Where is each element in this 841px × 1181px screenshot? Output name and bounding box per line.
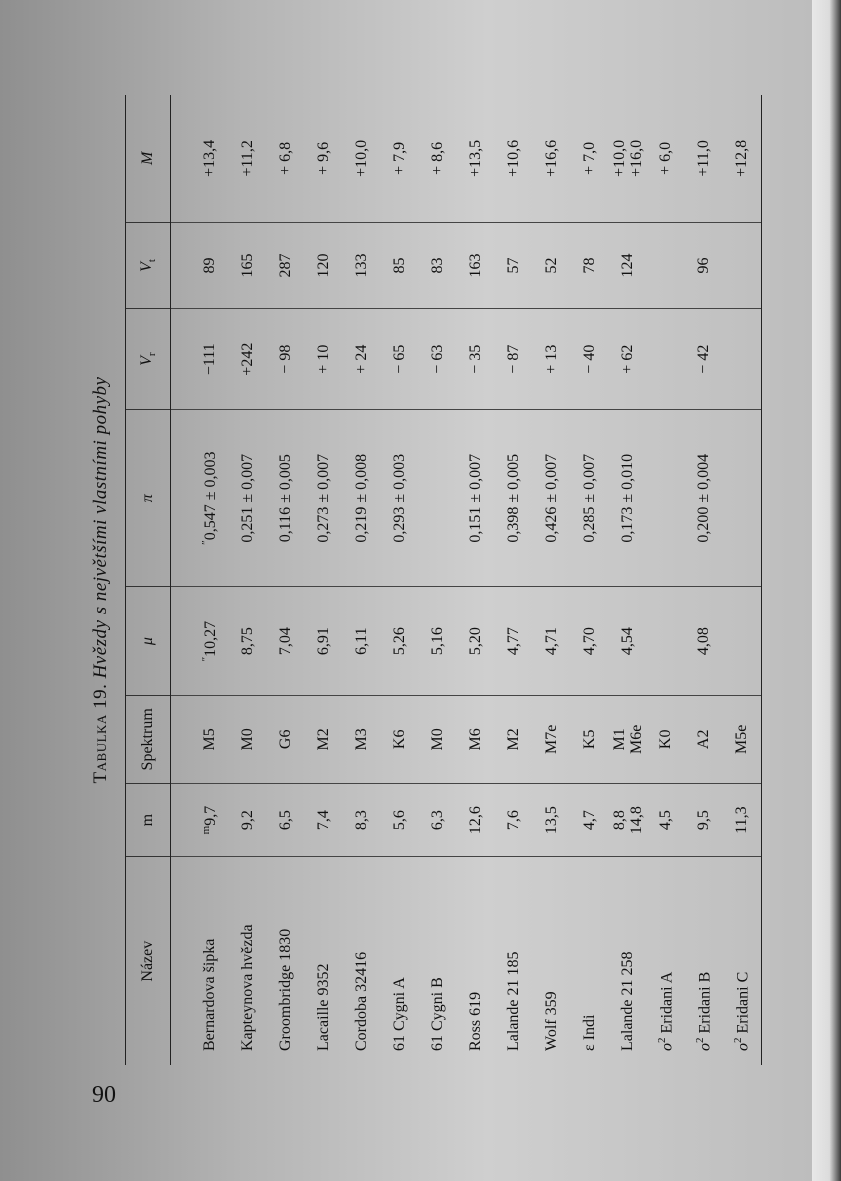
cell-m: 12,6 <box>457 783 495 856</box>
cell-mu: 4,08 <box>685 587 723 695</box>
cell-m: 8,8 14,8 <box>609 783 647 856</box>
page-edge <box>812 0 841 1181</box>
unit-pi: ″ <box>199 540 212 545</box>
cell-sp: M2 <box>305 695 343 783</box>
cell-pi: 0,251 ± 0,007 <box>229 409 267 586</box>
table-caption <box>90 95 112 1065</box>
header-pi: π <box>126 409 171 586</box>
cell-name: $o^2$ Eridani C <box>723 857 762 1065</box>
cell-pi: 0,151 ± 0,007 <box>457 409 495 586</box>
cell-vr: +242 <box>229 309 267 410</box>
cell-name: $o^2$ Eridani A <box>655 971 676 1051</box>
cell-vt: 96 <box>685 222 723 309</box>
table-row <box>723 95 762 1065</box>
header-m: m <box>126 783 171 856</box>
cell-vt <box>647 222 685 309</box>
cell-M: + 6,8 <box>267 95 305 222</box>
cell-sp: M5e <box>723 695 762 783</box>
cell-vt: 78 <box>571 222 609 309</box>
cell-vt: 57 <box>495 222 533 309</box>
cell-vt: 85 <box>381 222 419 309</box>
cell-M: +10,6 <box>495 95 533 222</box>
cell-vt: 163 <box>457 222 495 309</box>
cell-name: Groombridge 1830 <box>277 928 294 1051</box>
cell-name: 61 Cygni A <box>391 977 408 1051</box>
cell-M: + 7,0 <box>571 95 609 222</box>
cell-m: 4,7 <box>571 783 609 856</box>
cell-pi: 0,293 ± 0,003 <box>381 409 419 586</box>
cell-name: Wolf 359 <box>543 991 560 1051</box>
cell-sp: K5 <box>571 695 609 783</box>
cell-pi: 0,200 ± 0,004 <box>685 409 723 586</box>
cell-m: 9,5 <box>685 783 723 856</box>
cell-M: +13,5 <box>457 95 495 222</box>
cell-name: Cordoba 32416 <box>353 951 370 1051</box>
cell-mu: 6,11 <box>343 587 381 695</box>
cell-m: 8,3 <box>343 783 381 856</box>
cell-vr <box>647 309 685 410</box>
cell-vr: + 10 <box>305 309 343 410</box>
table-row <box>685 95 723 1065</box>
cell-vr: − 98 <box>267 309 305 410</box>
cell-sp: M7e <box>533 695 571 783</box>
table-region <box>80 95 752 1065</box>
cell-sp: K6 <box>381 695 419 783</box>
cell-mu: 4,54 <box>609 587 647 695</box>
table-row <box>267 95 305 1065</box>
cell-sp: K0 <box>647 695 685 783</box>
cell-sp: M6 <box>457 695 495 783</box>
cell-M: + 9,6 <box>305 95 343 222</box>
header-M: M <box>126 95 171 222</box>
cell-pi: 0,398 ± 0,005 <box>495 409 533 586</box>
cell-m: $^m$9,7 <box>171 783 230 856</box>
cell-pi <box>647 409 685 586</box>
header-name: Název <box>126 857 171 1065</box>
header-vr: $V_r$ <box>126 309 171 410</box>
table-body <box>171 95 762 1065</box>
cell-m: 5,6 <box>381 783 419 856</box>
cell-m: 6,5 <box>267 783 305 856</box>
cell-pi: ″0,547 ± 0,003 <box>171 409 230 586</box>
unit-mu: ″ <box>199 656 212 662</box>
cell-vr: − 87 <box>495 309 533 410</box>
cell-pi <box>723 409 762 586</box>
cell-name: Ross 619 <box>467 991 484 1051</box>
cell-sp: M0 <box>229 695 267 783</box>
cell-m: 7,6 <box>495 783 533 856</box>
cell-vt: 165 <box>229 222 267 309</box>
cell-vr: − 42 <box>685 309 723 410</box>
cell-m: 11,3 <box>723 783 762 856</box>
table-row <box>647 95 685 1065</box>
cell-m: 4,5 <box>647 783 685 856</box>
table-row <box>495 95 533 1065</box>
table-row <box>571 95 609 1065</box>
cell-vr: − 40 <box>571 309 609 410</box>
table-row <box>533 95 571 1065</box>
cell-vr <box>723 309 762 410</box>
cell-sp: M0 <box>419 695 457 783</box>
cell-M: + 6,0 <box>647 95 685 222</box>
star-table <box>125 95 762 1065</box>
page-number: 90 <box>92 1082 116 1108</box>
table-header-row <box>126 95 171 1065</box>
table-row <box>457 95 495 1065</box>
table-row <box>229 95 267 1065</box>
cell-mu: 5,26 <box>381 587 419 695</box>
cell-pi: 0,426 ± 0,007 <box>533 409 571 586</box>
cell-mu: 4,70 <box>571 587 609 695</box>
cell-name: Lalande 21 185 <box>505 951 522 1051</box>
table-row <box>609 95 647 1065</box>
table-row <box>381 95 419 1065</box>
cell-pi <box>419 409 457 586</box>
cell-vr: − 35 <box>457 309 495 410</box>
cell-mu <box>723 587 762 695</box>
cell-vt: 287 <box>267 222 305 309</box>
cell-vt: 52 <box>533 222 571 309</box>
cell-m: 9,2 <box>229 783 267 856</box>
cell-name: 61 Cygni B <box>429 977 446 1051</box>
unit-m: m <box>199 825 212 835</box>
cell-M: +11,0 <box>685 95 723 222</box>
cell-sp: M1 M6e <box>609 695 647 783</box>
cell-vt: 83 <box>419 222 457 309</box>
cell-vr: + 13 <box>533 309 571 410</box>
table-row <box>305 95 343 1065</box>
cell-vt: 133 <box>343 222 381 309</box>
cell-vr: −111 <box>171 309 230 410</box>
cell-sp: G6 <box>267 695 305 783</box>
cell-vr: − 63 <box>419 309 457 410</box>
cell-M: +16,6 <box>533 95 571 222</box>
table-row <box>171 95 230 1065</box>
cell-name: Bernardova šipka <box>201 938 218 1051</box>
cell-vt: 120 <box>305 222 343 309</box>
cell-vt: 89 <box>171 222 230 309</box>
cell-pi: 0,219 ± 0,008 <box>343 409 381 586</box>
cell-mu: 7,04 <box>267 587 305 695</box>
cell-name: Lalande 21 258 <box>619 951 636 1051</box>
cell-pi: 0,173 ± 0,010 <box>609 409 647 586</box>
cell-mu: 5,20 <box>457 587 495 695</box>
table-row <box>419 95 457 1065</box>
header-mu: μ <box>126 587 171 695</box>
cell-sp: A2 <box>685 695 723 783</box>
cell-mu: 6,91 <box>305 587 343 695</box>
cell-vt: 124 <box>609 222 647 309</box>
cell-sp: M2 <box>495 695 533 783</box>
cell-name: Lacaille 9352 <box>315 963 332 1051</box>
cell-M: +10,0 <box>343 95 381 222</box>
cell-M: +12,8 <box>723 95 762 222</box>
cell-mu <box>647 587 685 695</box>
cell-M: +10,0 +16,0 <box>609 95 647 222</box>
cell-pi: 0,273 ± 0,007 <box>305 409 343 586</box>
cell-M: +13,4 <box>171 95 230 222</box>
cell-sp: M5 <box>171 695 230 783</box>
cell-name: $o^2$ Eridani B <box>693 971 714 1051</box>
cell-vr: + 24 <box>343 309 381 410</box>
header-spectrum: Spektrum <box>126 695 171 783</box>
header-vt: $V_t$ <box>126 222 171 309</box>
cell-mu: 4,77 <box>495 587 533 695</box>
cell-mu: 5,16 <box>419 587 457 695</box>
cell-mu: 4,71 <box>533 587 571 695</box>
cell-M: +11,2 <box>229 95 267 222</box>
cell-vr: + 62 <box>609 309 647 410</box>
cell-m: 6,3 <box>419 783 457 856</box>
cell-name: Kapteynova hvězda <box>239 924 256 1051</box>
cell-vt <box>723 222 762 309</box>
cell-M: + 8,6 <box>419 95 457 222</box>
caption-label: Tabulka 19. <box>90 683 111 784</box>
cell-mu: ″10,27 <box>171 587 230 695</box>
caption-title: Hvězdy s největšími vlastními pohyby <box>90 376 111 679</box>
cell-pi: 0,285 ± 0,007 <box>571 409 609 586</box>
cell-m: 7,4 <box>305 783 343 856</box>
cell-mu: 8,75 <box>229 587 267 695</box>
table-row <box>343 95 381 1065</box>
cell-pi: 0,116 ± 0,005 <box>267 409 305 586</box>
cell-m: 13,5 <box>533 783 571 856</box>
cell-M: + 7,9 <box>381 95 419 222</box>
cell-name: ε Indi <box>581 1014 598 1051</box>
cell-sp: M3 <box>343 695 381 783</box>
cell-vr: − 65 <box>381 309 419 410</box>
